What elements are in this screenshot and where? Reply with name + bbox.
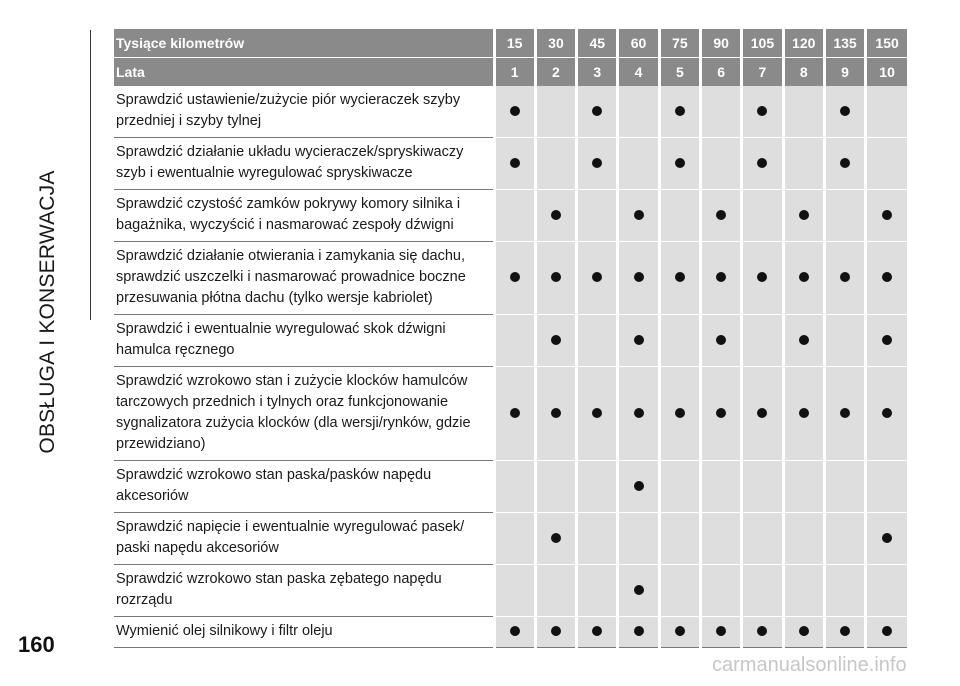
interval-cell (824, 513, 865, 565)
interval-cell (824, 565, 865, 617)
bullet-icon (675, 158, 685, 168)
km-header-cell: 15 (494, 29, 535, 58)
bullet-icon (675, 626, 685, 636)
bullet-icon (882, 272, 892, 282)
interval-cell (618, 138, 659, 190)
bullet-icon (799, 210, 809, 220)
km-header-cell: 30 (535, 29, 576, 58)
task-description: Sprawdzić czystość zamków pokrywy komory silnika i bagażnika, wyczyścić i nasmarować zespoły dźwigni (114, 190, 494, 242)
interval-cell (618, 242, 659, 315)
table-row (114, 367, 907, 461)
interval-cell (866, 190, 907, 242)
interval-cell (866, 242, 907, 315)
interval-cell (700, 617, 741, 648)
interval-cell (783, 461, 824, 513)
interval-cell (866, 565, 907, 617)
interval-cell (700, 367, 741, 461)
interval-cell (577, 190, 618, 242)
interval-cell (535, 315, 576, 367)
bullet-icon (551, 533, 561, 543)
watermark: carmanualsonline.info (712, 654, 907, 676)
bullet-icon (592, 626, 602, 636)
interval-cell (700, 138, 741, 190)
interval-cell (494, 617, 535, 648)
bullet-icon (799, 272, 809, 282)
interval-cell (700, 190, 741, 242)
year-header-cell: 2 (535, 58, 576, 87)
interval-cell (742, 138, 783, 190)
bullet-icon (634, 585, 644, 595)
bullet-icon (882, 210, 892, 220)
interval-cell (824, 617, 865, 648)
km-header-cell: 135 (824, 29, 865, 58)
interval-cell (577, 242, 618, 315)
table-row (114, 242, 907, 315)
interval-cell (535, 367, 576, 461)
interval-cell (742, 565, 783, 617)
interval-cell (700, 461, 741, 513)
year-header-cell: 4 (618, 58, 659, 87)
interval-cell (577, 617, 618, 648)
interval-cell (700, 513, 741, 565)
interval-cell (494, 86, 535, 138)
bullet-icon (551, 335, 561, 345)
interval-cell (700, 315, 741, 367)
bullet-icon (716, 335, 726, 345)
interval-cell (659, 367, 700, 461)
interval-cell (783, 315, 824, 367)
interval-cell (577, 86, 618, 138)
interval-cell (618, 367, 659, 461)
km-header-cell: 60 (618, 29, 659, 58)
bullet-icon (634, 272, 644, 282)
km-header-row (114, 29, 907, 58)
bullet-icon (510, 158, 520, 168)
interval-cell (824, 242, 865, 315)
bullet-icon (840, 408, 850, 418)
bullet-icon (510, 272, 520, 282)
bullet-icon (840, 158, 850, 168)
km-header-cell: 105 (742, 29, 783, 58)
interval-cell (577, 367, 618, 461)
year-header-cell: 9 (824, 58, 865, 87)
interval-cell (824, 190, 865, 242)
bullet-icon (840, 626, 850, 636)
interval-cell (618, 565, 659, 617)
interval-cell (866, 461, 907, 513)
interval-cell (659, 138, 700, 190)
interval-cell (535, 190, 576, 242)
schedule-body (114, 86, 907, 648)
interval-cell (783, 242, 824, 315)
bullet-icon (551, 626, 561, 636)
interval-cell (742, 617, 783, 648)
bullet-icon (592, 106, 602, 116)
interval-cell (577, 461, 618, 513)
km-header-cell: 90 (700, 29, 741, 58)
interval-cell (866, 617, 907, 648)
bullet-icon (634, 626, 644, 636)
interval-cell (535, 242, 576, 315)
bullet-icon (592, 408, 602, 418)
interval-cell (742, 513, 783, 565)
task-description: Sprawdzić i ewentualnie wyregulować skok dźwigni hamulca ręcznego (114, 315, 494, 367)
bullet-icon (716, 210, 726, 220)
interval-cell (494, 565, 535, 617)
interval-cell (577, 513, 618, 565)
interval-cell (742, 367, 783, 461)
table-row (114, 513, 907, 565)
interval-cell (535, 617, 576, 648)
interval-cell (824, 461, 865, 513)
bullet-icon (840, 106, 850, 116)
interval-cell (700, 86, 741, 138)
interval-cell (866, 513, 907, 565)
interval-cell (535, 86, 576, 138)
bullet-icon (510, 626, 520, 636)
bullet-icon (799, 626, 809, 636)
interval-cell (494, 190, 535, 242)
interval-cell (659, 617, 700, 648)
interval-cell (659, 513, 700, 565)
task-description: Sprawdzić działanie układu wycieraczek/spryskiwaczy szyb i ewentualnie wyregulować spryskiwacze (114, 138, 494, 190)
interval-cell (535, 513, 576, 565)
interval-cell (783, 565, 824, 617)
interval-cell (659, 565, 700, 617)
interval-cell (742, 461, 783, 513)
interval-cell (494, 367, 535, 461)
bullet-icon (592, 158, 602, 168)
interval-cell (700, 565, 741, 617)
interval-cell (783, 617, 824, 648)
interval-cell (535, 461, 576, 513)
table-row (114, 138, 907, 190)
bullet-icon (716, 408, 726, 418)
bullet-icon (634, 335, 644, 345)
table-row (114, 190, 907, 242)
interval-cell (783, 190, 824, 242)
bullet-icon (757, 272, 767, 282)
interval-cell (618, 617, 659, 648)
interval-cell (618, 513, 659, 565)
bullet-icon (882, 626, 892, 636)
bullet-icon (799, 408, 809, 418)
bullet-icon (882, 533, 892, 543)
interval-cell (618, 461, 659, 513)
table-row (114, 86, 907, 138)
interval-cell (866, 86, 907, 138)
task-description: Sprawdzić ustawienie/zużycie piór wycieraczek szyby przedniej i szyby tylnej (114, 86, 494, 138)
interval-cell (659, 461, 700, 513)
bullet-icon (799, 335, 809, 345)
interval-cell (659, 86, 700, 138)
section-rule (90, 30, 91, 320)
interval-cell (577, 315, 618, 367)
section-title: OBSŁUGA I KONSERWACJA (36, 170, 59, 454)
interval-cell (824, 86, 865, 138)
interval-cell (700, 242, 741, 315)
bullet-icon (551, 272, 561, 282)
bullet-icon (882, 408, 892, 418)
bullet-icon (757, 106, 767, 116)
interval-cell (618, 86, 659, 138)
interval-cell (783, 513, 824, 565)
interval-cell (659, 242, 700, 315)
km-header-label: Tysiące kilometrów (114, 29, 494, 58)
table-row (114, 315, 907, 367)
km-header-cell: 120 (783, 29, 824, 58)
task-description: Sprawdzić wzrokowo stan paska zębatego napędu rozrządu (114, 565, 494, 617)
bullet-icon (882, 335, 892, 345)
bullet-icon (510, 408, 520, 418)
km-header-cell: 45 (577, 29, 618, 58)
interval-cell (577, 138, 618, 190)
interval-cell (494, 315, 535, 367)
year-header-cell: 10 (866, 58, 907, 87)
interval-cell (783, 367, 824, 461)
interval-cell (783, 138, 824, 190)
bullet-icon (716, 626, 726, 636)
year-header-cell: 6 (700, 58, 741, 87)
interval-cell (824, 138, 865, 190)
interval-cell (494, 461, 535, 513)
interval-cell (577, 565, 618, 617)
bullet-icon (675, 106, 685, 116)
interval-cell (618, 315, 659, 367)
year-header-cell: 7 (742, 58, 783, 87)
task-description: Sprawdzić wzrokowo stan i zużycie klocków hamulców tarczowych przednich i tylnych oraz funkcjonowanie sygnalizatora zużycia klocków (dla wersji/rynków, gdzie przewidziano) (114, 367, 494, 461)
year-header-cell: 3 (577, 58, 618, 87)
bullet-icon (757, 626, 767, 636)
interval-cell (494, 138, 535, 190)
interval-cell (618, 190, 659, 242)
table-row (114, 617, 907, 648)
bullet-icon (634, 481, 644, 491)
bullet-icon (551, 210, 561, 220)
interval-cell (659, 315, 700, 367)
maintenance-schedule-table (114, 29, 907, 648)
km-header-cell: 150 (866, 29, 907, 58)
table-row (114, 461, 907, 513)
interval-cell (535, 138, 576, 190)
bullet-icon (510, 106, 520, 116)
task-description: Wymienić olej silnikowy i filtr oleju (114, 617, 494, 648)
bullet-icon (716, 272, 726, 282)
task-description: Sprawdzić wzrokowo stan paska/pasków napędu akcesoriów (114, 461, 494, 513)
interval-cell (783, 86, 824, 138)
bullet-icon (757, 158, 767, 168)
bullet-icon (840, 272, 850, 282)
bullet-icon (634, 408, 644, 418)
interval-cell (494, 242, 535, 315)
task-description: Sprawdzić działanie otwierania i zamykania się dachu, sprawdzić uszczelki i nasmarować prowadnice boczne przesuwania płótna dachu (tylko wersje kabriolet) (114, 242, 494, 315)
year-header-cell: 5 (659, 58, 700, 87)
page-number: 160 (18, 632, 55, 657)
year-header-cell: 1 (494, 58, 535, 87)
interval-cell (659, 190, 700, 242)
interval-cell (742, 315, 783, 367)
interval-cell (866, 315, 907, 367)
year-header-cell: 8 (783, 58, 824, 87)
interval-cell (824, 315, 865, 367)
interval-cell (824, 367, 865, 461)
year-header-label: Lata (114, 58, 494, 87)
table-row (114, 565, 907, 617)
bullet-icon (675, 272, 685, 282)
interval-cell (535, 565, 576, 617)
interval-cell (742, 242, 783, 315)
interval-cell (742, 190, 783, 242)
interval-cell (742, 86, 783, 138)
bullet-icon (675, 408, 685, 418)
bullet-icon (551, 408, 561, 418)
bullet-icon (757, 408, 767, 418)
interval-cell (866, 367, 907, 461)
km-header-cell: 75 (659, 29, 700, 58)
task-description: Sprawdzić napięcie i ewentualnie wyregulować pasek/ paski napędu akcesoriów (114, 513, 494, 565)
interval-cell (494, 513, 535, 565)
interval-cell (866, 138, 907, 190)
bullet-icon (592, 272, 602, 282)
bullet-icon (634, 210, 644, 220)
year-header-row (114, 58, 907, 87)
